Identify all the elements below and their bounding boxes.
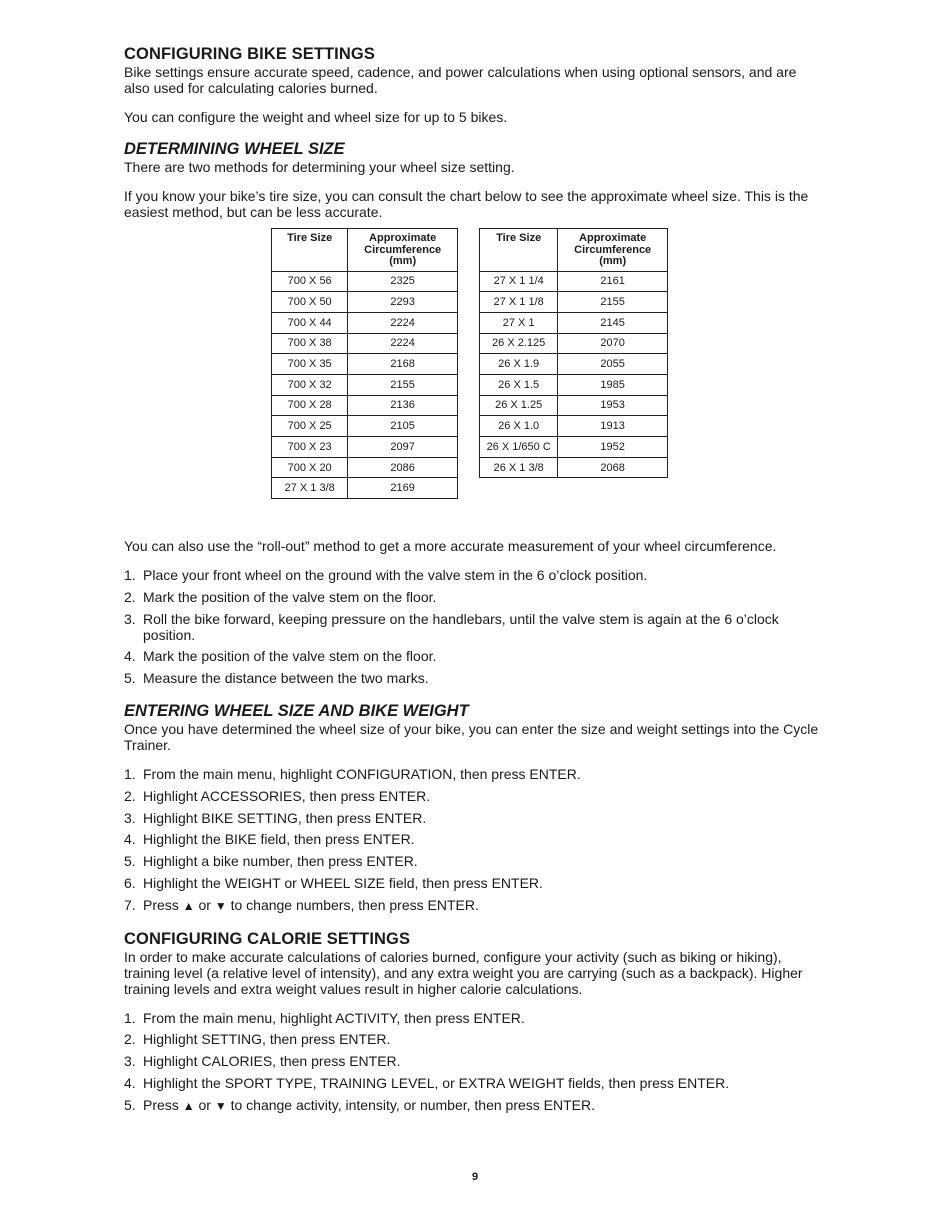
table-row bbox=[272, 374, 458, 395]
step-number: 5. bbox=[124, 1096, 136, 1113]
circumference-cell: 2293 bbox=[348, 292, 458, 313]
table-row bbox=[272, 416, 458, 437]
tire-size-cell: 700 X 35 bbox=[272, 354, 348, 375]
tire-size-cell: 700 X 38 bbox=[272, 333, 348, 354]
table-row bbox=[272, 457, 458, 478]
tire-size-table-left bbox=[271, 228, 458, 499]
list-item bbox=[124, 589, 824, 605]
tire-size-header: Tire Size bbox=[272, 229, 348, 272]
table-row bbox=[480, 374, 668, 395]
circumference-cell: 2161 bbox=[558, 271, 668, 292]
step-number: 1. bbox=[124, 567, 136, 583]
list-item bbox=[124, 611, 824, 643]
circumference-cell: 2325 bbox=[348, 271, 458, 292]
step-number: 2. bbox=[124, 1031, 136, 1048]
rollout-steps-list bbox=[124, 567, 824, 686]
tire-size-cell: 27 X 1 1/8 bbox=[480, 292, 558, 313]
circumference-cell: 2155 bbox=[558, 292, 668, 313]
table-row bbox=[272, 395, 458, 416]
step-number: 4. bbox=[124, 831, 136, 848]
step-text-mid: or bbox=[198, 896, 211, 913]
tire-size-cell: 26 X 1 3/8 bbox=[480, 457, 558, 478]
step-number: 5. bbox=[124, 670, 136, 687]
circumference-cell: 2224 bbox=[348, 312, 458, 333]
step-text: From the main menu, highlight CONFIGURATION, then press ENTER. bbox=[143, 765, 581, 782]
step-text: Highlight the WEIGHT or WHEEL SIZE field, then press ENTER. bbox=[143, 874, 543, 891]
up-arrow-icon: ▲ bbox=[182, 1098, 195, 1113]
step-number: 5. bbox=[124, 853, 136, 870]
list-item bbox=[124, 1075, 824, 1091]
list-item bbox=[124, 1031, 824, 1047]
list-item bbox=[124, 1053, 824, 1069]
step-text: Roll the bike forward, keeping pressure on the handlebars, until the valve stem is again at the 6 o’clock position. bbox=[143, 610, 779, 643]
step-text: Highlight a bike number, then press ENTER. bbox=[143, 853, 418, 870]
wheel-size-paragraph-1: There are two methods for determining your wheel size setting. bbox=[124, 159, 515, 175]
list-item bbox=[124, 648, 824, 664]
table-row bbox=[272, 478, 458, 499]
step-text-before: Press bbox=[143, 896, 179, 913]
list-item bbox=[124, 788, 824, 804]
step-text: From the main menu, highlight ACTIVITY, then press ENTER. bbox=[143, 1009, 525, 1026]
entering-steps-list bbox=[124, 766, 824, 914]
list-item bbox=[124, 875, 824, 891]
calorie-intro: In order to make accurate calculations of calories burned, configure your activity (such as biking or hiking), training level (a relative level of intensity), and any extra weight you are carrying (such as a backpack). Higher training levels and extra weight values result in higher calorie calculations. bbox=[124, 948, 803, 997]
page-number: 9 bbox=[471, 1171, 479, 1183]
entering-intro: Once you have determined the wheel size of your bike, you can enter the size and weight settings into the Cycle Trainer. bbox=[124, 720, 819, 753]
list-item bbox=[124, 1010, 824, 1026]
circumference-cell: 1913 bbox=[558, 416, 668, 437]
rollout-intro: You can also use the “roll-out” method to get a more accurate measurement of your wheel circumference. bbox=[124, 538, 777, 554]
list-item bbox=[124, 567, 824, 583]
table-row bbox=[272, 312, 458, 333]
tire-size-cell: 27 X 1 bbox=[480, 312, 558, 333]
up-arrow-icon: ▲ bbox=[182, 898, 195, 913]
down-arrow-icon: ▼ bbox=[214, 898, 227, 913]
circumference-cell: 2155 bbox=[348, 374, 458, 395]
step-number: 3. bbox=[124, 610, 136, 627]
step-text: Mark the position of the valve stem on the floor. bbox=[143, 648, 437, 665]
step-text-before: Press bbox=[143, 1096, 179, 1113]
list-item bbox=[124, 810, 824, 826]
tire-size-table-right bbox=[479, 228, 668, 478]
table-row bbox=[272, 292, 458, 313]
circumference-cell: 1952 bbox=[558, 437, 668, 458]
circumference-cell: 2145 bbox=[558, 312, 668, 333]
circumference-header: Approximate Circumference (mm) bbox=[558, 229, 668, 272]
table-row bbox=[272, 333, 458, 354]
circumference-cell: 2224 bbox=[348, 333, 458, 354]
circumference-cell: 2105 bbox=[348, 416, 458, 437]
down-arrow-icon: ▼ bbox=[214, 1098, 227, 1113]
table-row bbox=[480, 416, 668, 437]
step-number: 1. bbox=[124, 1009, 136, 1026]
circumference-cell: 2055 bbox=[558, 354, 668, 375]
tire-size-cell: 26 X 2.125 bbox=[480, 333, 558, 354]
step-text: Highlight ACCESSORIES, then press ENTER. bbox=[143, 787, 431, 804]
step-text: Highlight CALORIES, then press ENTER. bbox=[143, 1053, 401, 1070]
tire-size-cell: 700 X 23 bbox=[272, 437, 348, 458]
step-number: 6. bbox=[124, 874, 136, 891]
section-heading-wheel-size: DETERMINING WHEEL SIZE bbox=[124, 140, 345, 158]
list-item bbox=[124, 1097, 824, 1114]
step-text-mid: or bbox=[198, 1096, 211, 1113]
step-text-after: to change activity, intensity, or number, then press ENTER. bbox=[230, 1096, 596, 1113]
list-item bbox=[124, 670, 824, 686]
circumference-cell: 1953 bbox=[558, 395, 668, 416]
circumference-cell: 2097 bbox=[348, 437, 458, 458]
circumference-cell: 2169 bbox=[348, 478, 458, 499]
circumference-cell: 2136 bbox=[348, 395, 458, 416]
table-row bbox=[272, 271, 458, 292]
tire-size-cell: 27 X 1 3/8 bbox=[272, 478, 348, 499]
step-number: 4. bbox=[124, 648, 136, 665]
manual-page bbox=[124, 44, 824, 1120]
tire-size-cell: 700 X 44 bbox=[272, 312, 348, 333]
table-row bbox=[480, 312, 668, 333]
tire-size-cell: 27 X 1 1/4 bbox=[480, 271, 558, 292]
list-item bbox=[124, 897, 824, 914]
table-row bbox=[480, 333, 668, 354]
section-heading-entering-wheel-size: ENTERING WHEEL SIZE AND BIKE WEIGHT bbox=[124, 701, 469, 720]
tire-size-cell: 26 X 1/650 C bbox=[480, 437, 558, 458]
tire-size-cell: 26 X 1.0 bbox=[480, 416, 558, 437]
table-row bbox=[480, 457, 668, 478]
section-heading-calorie-settings: CONFIGURING CALORIE SETTINGS bbox=[124, 929, 411, 948]
circumference-cell: 2068 bbox=[558, 457, 668, 478]
step-text: Highlight BIKE SETTING, then press ENTER. bbox=[143, 809, 427, 826]
step-number: 7. bbox=[124, 896, 136, 913]
step-text: Highlight SETTING, then press ENTER. bbox=[143, 1031, 391, 1048]
tire-size-header: Tire Size bbox=[480, 229, 558, 272]
calorie-steps-list bbox=[124, 1010, 824, 1114]
table-row bbox=[480, 292, 668, 313]
step-number: 3. bbox=[124, 809, 136, 826]
step-text: Mark the position of the valve stem on the floor. bbox=[143, 588, 437, 605]
wheel-size-paragraph-2: If you know your bike’s tire size, you can consult the chart below to see the approximate wheel size. This is the easiest method, but can be less accurate. bbox=[124, 188, 809, 220]
tire-size-cell: 26 X 1.25 bbox=[480, 395, 558, 416]
tire-size-cell: 26 X 1.9 bbox=[480, 354, 558, 375]
circumference-cell: 2168 bbox=[348, 354, 458, 375]
tire-size-cell: 700 X 20 bbox=[272, 457, 348, 478]
step-text: Place your front wheel on the ground with the valve stem in the 6 o’clock position. bbox=[143, 567, 648, 583]
circumference-cell: 1985 bbox=[558, 374, 668, 395]
table-row bbox=[480, 437, 668, 458]
tire-size-cell: 700 X 32 bbox=[272, 374, 348, 395]
tire-size-cell: 700 X 25 bbox=[272, 416, 348, 437]
step-text-after: to change numbers, then press ENTER. bbox=[230, 896, 479, 913]
table-row bbox=[480, 395, 668, 416]
step-text: Highlight the BIKE field, then press ENTER. bbox=[143, 831, 415, 848]
step-text: Measure the distance between the two marks. bbox=[143, 670, 429, 687]
step-number: 1. bbox=[124, 765, 136, 782]
section-heading-bike-settings: CONFIGURING BIKE SETTINGS bbox=[124, 45, 375, 63]
list-item bbox=[124, 766, 824, 782]
step-number: 2. bbox=[124, 787, 136, 804]
tire-size-cell: 700 X 28 bbox=[272, 395, 348, 416]
list-item bbox=[124, 853, 824, 869]
table-row bbox=[272, 437, 458, 458]
list-item bbox=[124, 831, 824, 847]
circumference-cell: 2070 bbox=[558, 333, 668, 354]
circumference-cell: 2086 bbox=[348, 457, 458, 478]
tire-size-cell: 700 X 56 bbox=[272, 271, 348, 292]
bike-settings-paragraph-1: Bike settings ensure accurate speed, cadence, and power calculations when using optional sensors, and are also used for calculating calories burned. bbox=[124, 64, 797, 96]
tire-size-cell: 26 X 1.5 bbox=[480, 374, 558, 395]
step-text: Highlight the SPORT TYPE, TRAINING LEVEL, or EXTRA WEIGHT fields, then press ENTER. bbox=[143, 1074, 730, 1091]
tire-size-cell: 700 X 50 bbox=[272, 292, 348, 313]
table-row bbox=[480, 354, 668, 375]
step-number: 2. bbox=[124, 588, 136, 605]
circumference-header: Approximate Circumference (mm) bbox=[348, 229, 458, 272]
tire-size-tables bbox=[124, 228, 824, 538]
step-number: 4. bbox=[124, 1074, 136, 1091]
step-number: 3. bbox=[124, 1053, 136, 1070]
bike-settings-paragraph-2: You can configure the weight and wheel size for up to 5 bikes. bbox=[124, 109, 508, 125]
table-row bbox=[272, 354, 458, 375]
table-row bbox=[480, 271, 668, 292]
